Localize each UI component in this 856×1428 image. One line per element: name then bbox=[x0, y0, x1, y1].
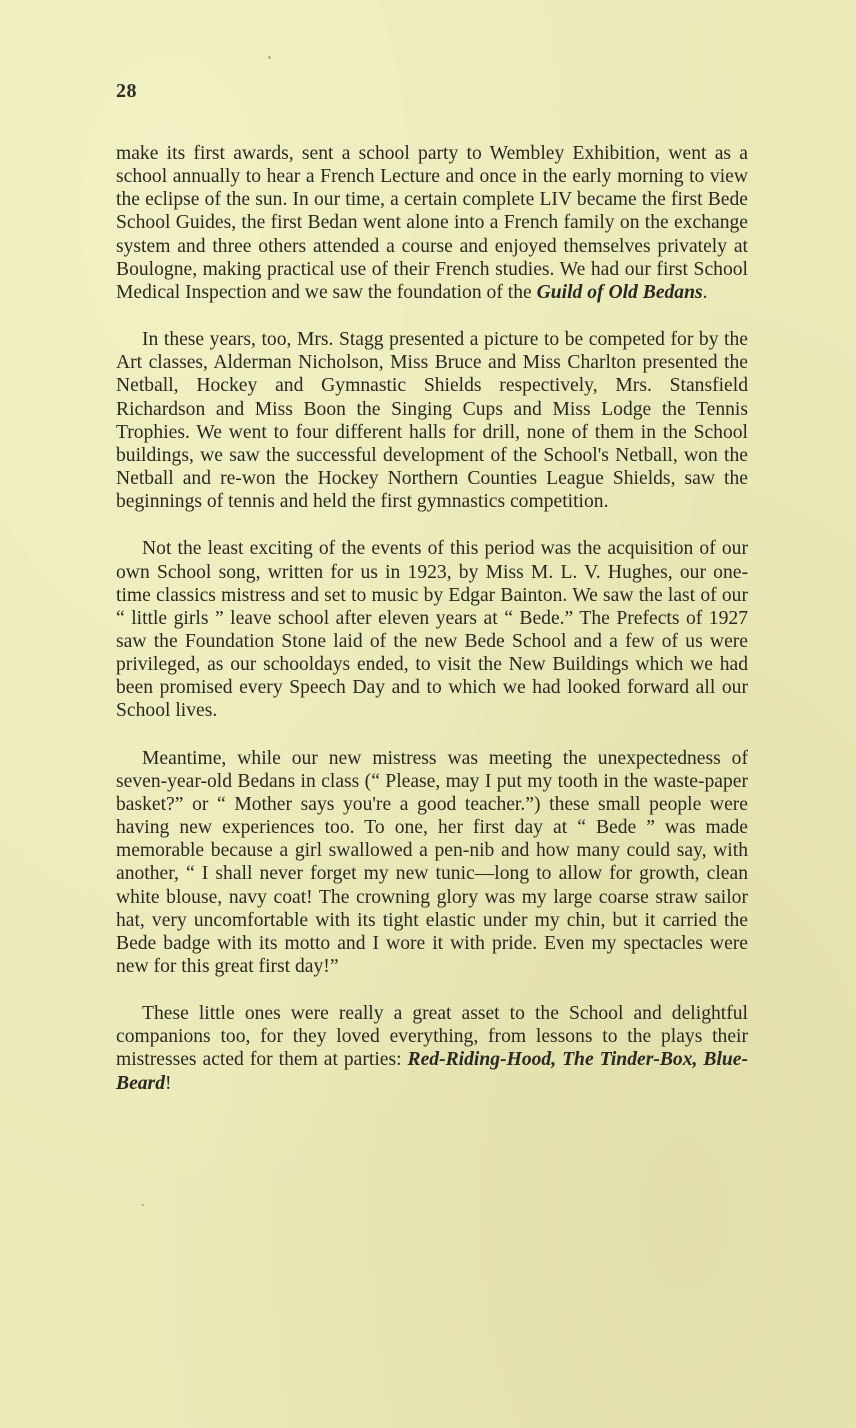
page-number: 28 bbox=[116, 80, 137, 102]
paragraph-4-text: Meantime, while our new mistress was meeting the unexpectedness of seven-year-old Bedans in class (“ Please, may I put my tooth in the waste-paper basket?” or “ Mother says you're a good teacher.”) these small people were having new experiences too. To one, her first day at “ Bede ” was made memorable because a girl swallowed a pen-nib and how many could say, with another, “ I shall never forget my new tunic—long to allow for growth, clean white blouse, navy coat! The crowning glory was my large coarse straw sailor hat, very uncomfortable with its tight elastic under my chin, but it carried the Bede badge with its motto and I wore it with pride. Even my spectacles were new for this great first day!” bbox=[116, 747, 748, 977]
paragraph-1 bbox=[116, 142, 748, 304]
paragraph-1-end: . bbox=[702, 281, 708, 303]
paragraph-5 bbox=[116, 1002, 748, 1095]
paragraph-1-italic: Guild of Old Bedans bbox=[536, 281, 703, 303]
paragraph-5-text: These little ones were really a great asset to the School and delightful companions too, for they loved everything, from lessons to the plays their mistresses acted for them at parties: bbox=[116, 1003, 748, 1071]
paragraph-1-text: make its first awards, sent a school party to Wembley Exhibition, went as a school annually to hear a French Lecture and once in the early morning to view the eclipse of the sun. In our time, a certain complete LIV became the first Bede School Guides, the first Bedan went alone into a French family on the exchange system and three others attended a course and enjoyed themselves privately at Boulogne, making practical use of their French studies. We had our first School Medical Inspection and we saw the foundation of the bbox=[116, 143, 748, 303]
paragraph-2 bbox=[116, 328, 748, 513]
paragraph-3 bbox=[116, 537, 748, 722]
paragraph-3-text: Not the least exciting of the events of this period was the acquisition of our own School song, written for us in 1923, by Miss M. L. V. Hughes, our one-time classics mistress and set to music by Edgar Bainton. We saw the last of our “ little girls ” leave school after eleven years at “ Bede.” The Prefects of 1927 saw the Foundation Stone laid of the new Bede School and a few of us were privileged, as our schooldays ended, to visit the New Buildings which we had been promised every Speech Day and to which we had looked forward all our School lives. bbox=[116, 538, 748, 722]
paper-speck bbox=[142, 1204, 144, 1206]
paragraph-2-text: In these years, too, Mrs. Stagg presented a picture to be competed for by the Art classes, Alderman Nicholson, Miss Bruce and Miss Charlton presented the Netball, Hockey and Gymnastic Shields respectively, Mrs. Stansfield Richardson and Miss Boon the Singing Cups and Miss Lodge the Tennis Trophies. We went to four different halls for drill, none of them in the School buildings, we saw the successful development of the School's Netball, won the Netball and re-won the Hockey Northern Counties League Shields, saw the beginnings of tennis and held the first gymnastics competition. bbox=[116, 329, 748, 513]
paper-speck bbox=[268, 56, 271, 59]
paragraph-4 bbox=[116, 747, 748, 979]
body-text bbox=[116, 142, 748, 1119]
paragraph-5-end: ! bbox=[164, 1072, 172, 1094]
paragraph-5-italic: Red-Riding-Hood, The Tinder-Box, Blue-Beard bbox=[116, 1049, 749, 1094]
